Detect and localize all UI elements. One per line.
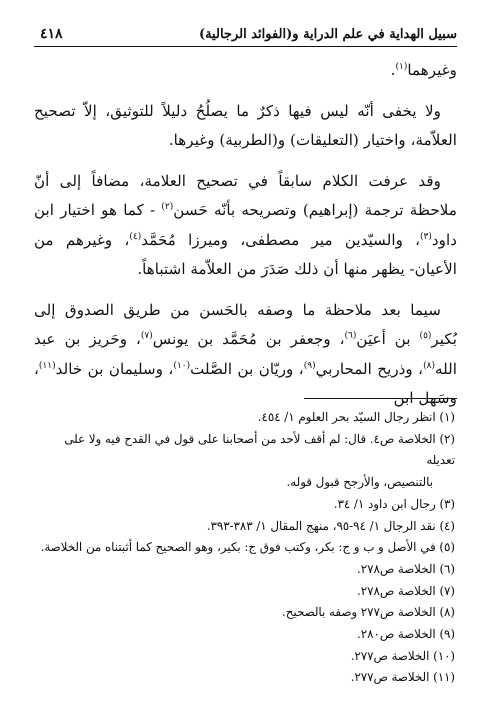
- paragraph-1-end: .: [390, 61, 396, 79]
- footnote-ref-10: (١٠): [173, 360, 191, 371]
- footnote-5: (٥) في الأصل و ب و ج: بكر، وكتب فوق ج: بكير، وهو الصحيح كما أثبتناه من الخلاصة.: [40, 540, 455, 555]
- footnote-11: (١١) الخلاصة ص٢٧٧.: [350, 670, 455, 685]
- paragraph-4: [34, 296, 457, 414]
- running-title: سبيل الهداية في علم الدراية و(الفوائد الرجالية): [198, 27, 457, 42]
- footnote-ref-11: (١١): [38, 360, 56, 371]
- footnote-8: (٨) الخلاصة ص٢٧٧ وصفه بالصحيح.: [282, 605, 455, 620]
- footnote-ref-4: (٤): [129, 231, 142, 242]
- paragraph-1: [34, 56, 457, 86]
- paragraph-4-part-d: ، وحَريز بن عبد الله: [34, 330, 457, 378]
- paragraph-4-part-e: ، وذريح المحاربي: [315, 359, 424, 378]
- footnotes: [34, 407, 455, 689]
- footnote-ref-3: (٣): [420, 231, 432, 242]
- paragraph-4-part-f: ، وريّان بن الصَّلت: [190, 359, 304, 378]
- footnote-6: (٦) الخلاصة ص٢٧٨.: [357, 561, 455, 576]
- footnote-3: (٣) رجال ابن داود ١/ ٣٤.: [333, 496, 455, 511]
- footnote-10: (١٠) الخلاصة ص٢٧٧.: [350, 648, 455, 663]
- paragraph-3: [34, 167, 457, 285]
- paragraph-4-part-h: ، وسَهل ابن: [34, 359, 457, 407]
- footnote-4: (٤) نقد الرجال ١/ ٩٤-٩٥، منهج المقال ١/ ٣٨٣-٣٩٣.: [206, 518, 455, 533]
- footnote-separator: [304, 398, 457, 399]
- paragraph-2: ولا يخفى أنّه ليس فيها ذكرٌ ما يصلُحُ دليلاً للتوثيق، إلاّ تصحيح العلاّمة، واختيار (التعليقات) و(الطربية) وغيرها.: [34, 101, 457, 149]
- paragraph-3-part-d: ، وغيرهم من الأعيان- يظهر منها أن ذلك صَدَرَ من العلاّمة اشتباهاً.: [34, 230, 457, 278]
- footnote-ref-2: (٢): [161, 201, 174, 212]
- paragraph-4-part-c: ، وجعفر بن مُحَمَّد بن يونس: [152, 330, 345, 348]
- main-text: [34, 56, 457, 414]
- footnote-9: (٩) الخلاصة ص٢٨٠.: [357, 627, 455, 642]
- footnote-ref-6: (٦): [344, 330, 357, 341]
- footnote-ref-1: (١): [395, 61, 408, 72]
- paragraph-3-part-a: وقد عرفت الكلام سابقاً في تصحيح العلامة، مضافاً إلى أنّ ملاحظة ترجمة (إبراهيم) وتصريحه بأنّه حَسن: [34, 171, 457, 219]
- footnote-ref-5: (٥): [419, 330, 432, 341]
- footnote-2: (٢) الخلاصة ص٤. قال: لم أقف لأحد من أصحابنا على قول في القدح فيه ولا على تعديله: [64, 431, 455, 468]
- page-number: ٤١٨: [40, 26, 63, 42]
- footnote-ref-7: (٧): [140, 330, 153, 341]
- paragraph-4-part-g: ، وسليمان بن خالد: [55, 359, 174, 378]
- footnote-1: (١) انظر رجال السيّد بحر العلوم ١/ ٤٥٤.: [257, 410, 455, 424]
- footnote-ref-9: (٩): [303, 360, 316, 371]
- paragraph-1-text: وغيرهما: [407, 61, 457, 79]
- paragraph-4-part-b: بن أعيَن: [356, 330, 420, 348]
- paragraph-3-part-b: - كما هو اختيار ابن داود: [34, 201, 457, 249]
- page-header: [34, 26, 457, 47]
- paragraph-3-part-c: ، والسيّدين مير مصطفى، وميرزا مُحَمَّد: [141, 230, 421, 249]
- footnote-2-continuation: بالتنصيص، والأرجح قبول قوله.: [286, 475, 433, 490]
- footnote-7: (٧) الخلاصة ص٢٧٨.: [357, 583, 455, 598]
- paragraph-4-part-a: سيما بعد ملاحظة ما وصفه بالحَسن من طريق الصدوق إلى بُكير: [34, 300, 457, 348]
- footnote-ref-8: (٨): [423, 360, 435, 371]
